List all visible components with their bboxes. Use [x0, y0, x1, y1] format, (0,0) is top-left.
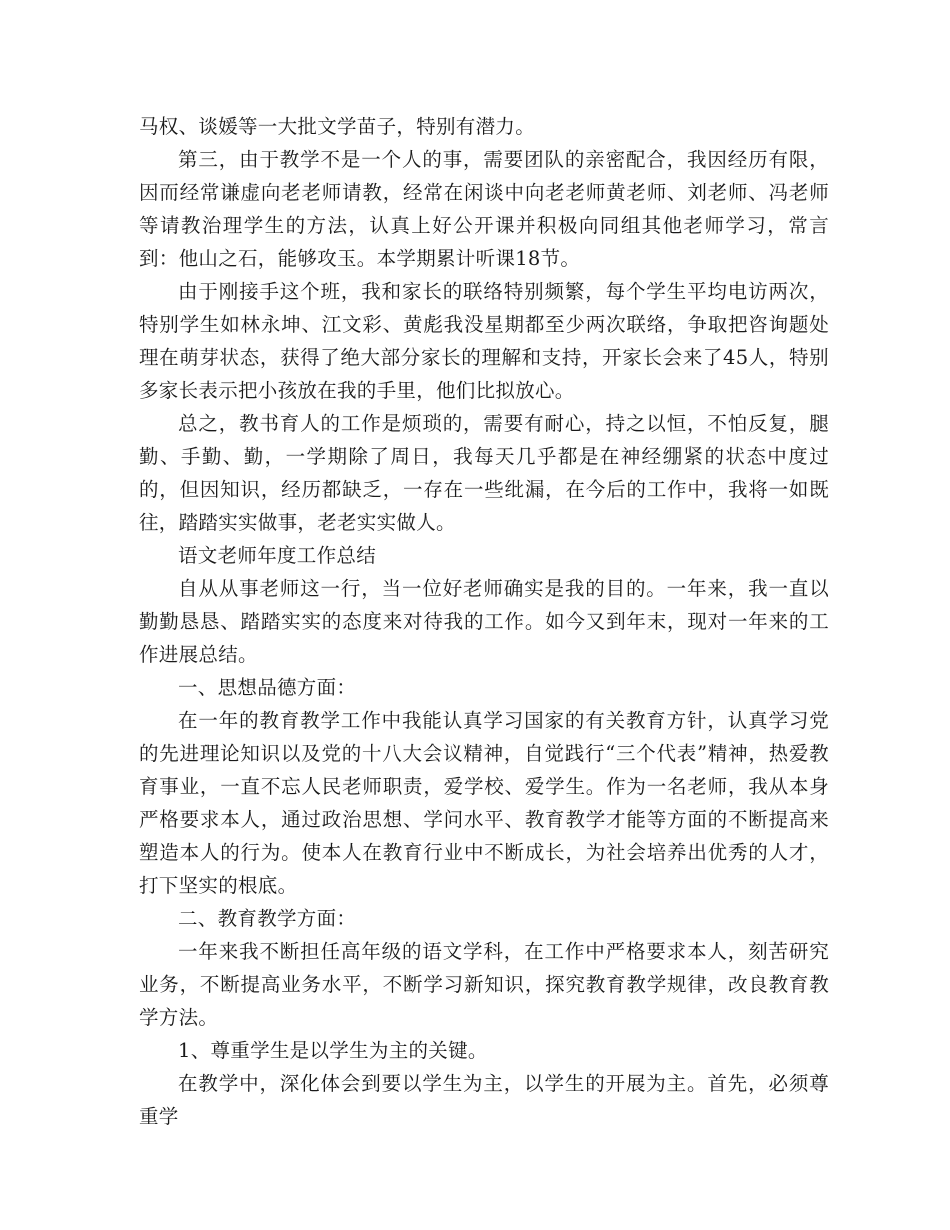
heading-teaching: 二、教育教学方面：: [178, 907, 357, 930]
section-title: 语文老师年度工作总结: [178, 544, 377, 567]
document-body: [139, 110, 829, 1133]
paragraph-intro: 自从从事老师这一行，当一位好老师确实是我的目的。一年来，我一直以勤勤恳恳、踏踏实实的态度来对待我的工作。如今又到年末，现对一年来的工作进展总结。: [139, 577, 829, 666]
paragraph-teamwork: 第三，由于教学不是一个人的事，需要团队的亲密配合，我因经历有限，因而经常谦虚向老老师请教，经常在闲谈中向老老师黄老师、刘老师、冯老师等请教治理学生的方法，认真上好公开课并积极向同组其他老师学习，常言到：他山之石，能够攻玉。本学期累计听课18节。: [139, 148, 829, 270]
heading-respect-students: 1、尊重学生是以学生为主的关键。: [178, 1039, 488, 1062]
paragraph-teaching: 一年来我不断担任高年级的语文学科，在工作中严格要求本人，刻苦研究业务，不断提高业务水平，不断学习新知识，探究教育教学规律，改良教育教学方法。: [139, 940, 829, 1029]
paragraph-moral-character: 在一年的教育教学工作中我能认真学习国家的有关教育方针，认真学习党的先进理论知识以及党的十八大会议精神，自觉践行“三个代表”精神，热爱教育事业，一直不忘人民老师职责，爱学校、爱学生。作为一名老师，我从本身严格要求本人，通过政治思想、学问水平、教育教学才能等方面的不断提高来塑造本人的行为。使本人在教育行业中不断成长，为社会培养出优秀的人才，打下坚实的根底。: [139, 709, 829, 897]
paragraph-respect-students: 在教学中，深化体会到要以学生为主，以学生的开展为主。首先，必须尊重学: [139, 1072, 829, 1128]
paragraph-parent-contact: 由于刚接手这个班，我和家长的联络特别频繁，每个学生平均电访两次，特别学生如林永坤、江文彩、黄彪我没星期都至少两次联络，争取把咨询题处理在萌芽状态，获得了绝大部分家长的理解和支持，开家长会来了45人，特别多家长表示把小孩放在我的手里，他们比拟放心。: [139, 280, 829, 402]
paragraph-conclusion: 总之，教书育人的工作是烦琐的，需要有耐心，持之以恒，不怕反复，腿勤、手勤、勤，一学期除了周日，我每天几乎都是在神经绷紧的状态中度过的，但因知识，经历都缺乏，一存在一些纰漏，在今后的工作中，我将一如既往，踏踏实实做事，老老实实做人。: [139, 412, 829, 534]
paragraph-continuation: 马权、谈媛等一大批文学苗子，特别有潜力。: [139, 115, 536, 138]
heading-moral-character: 一、思想品德方面：: [178, 676, 357, 699]
